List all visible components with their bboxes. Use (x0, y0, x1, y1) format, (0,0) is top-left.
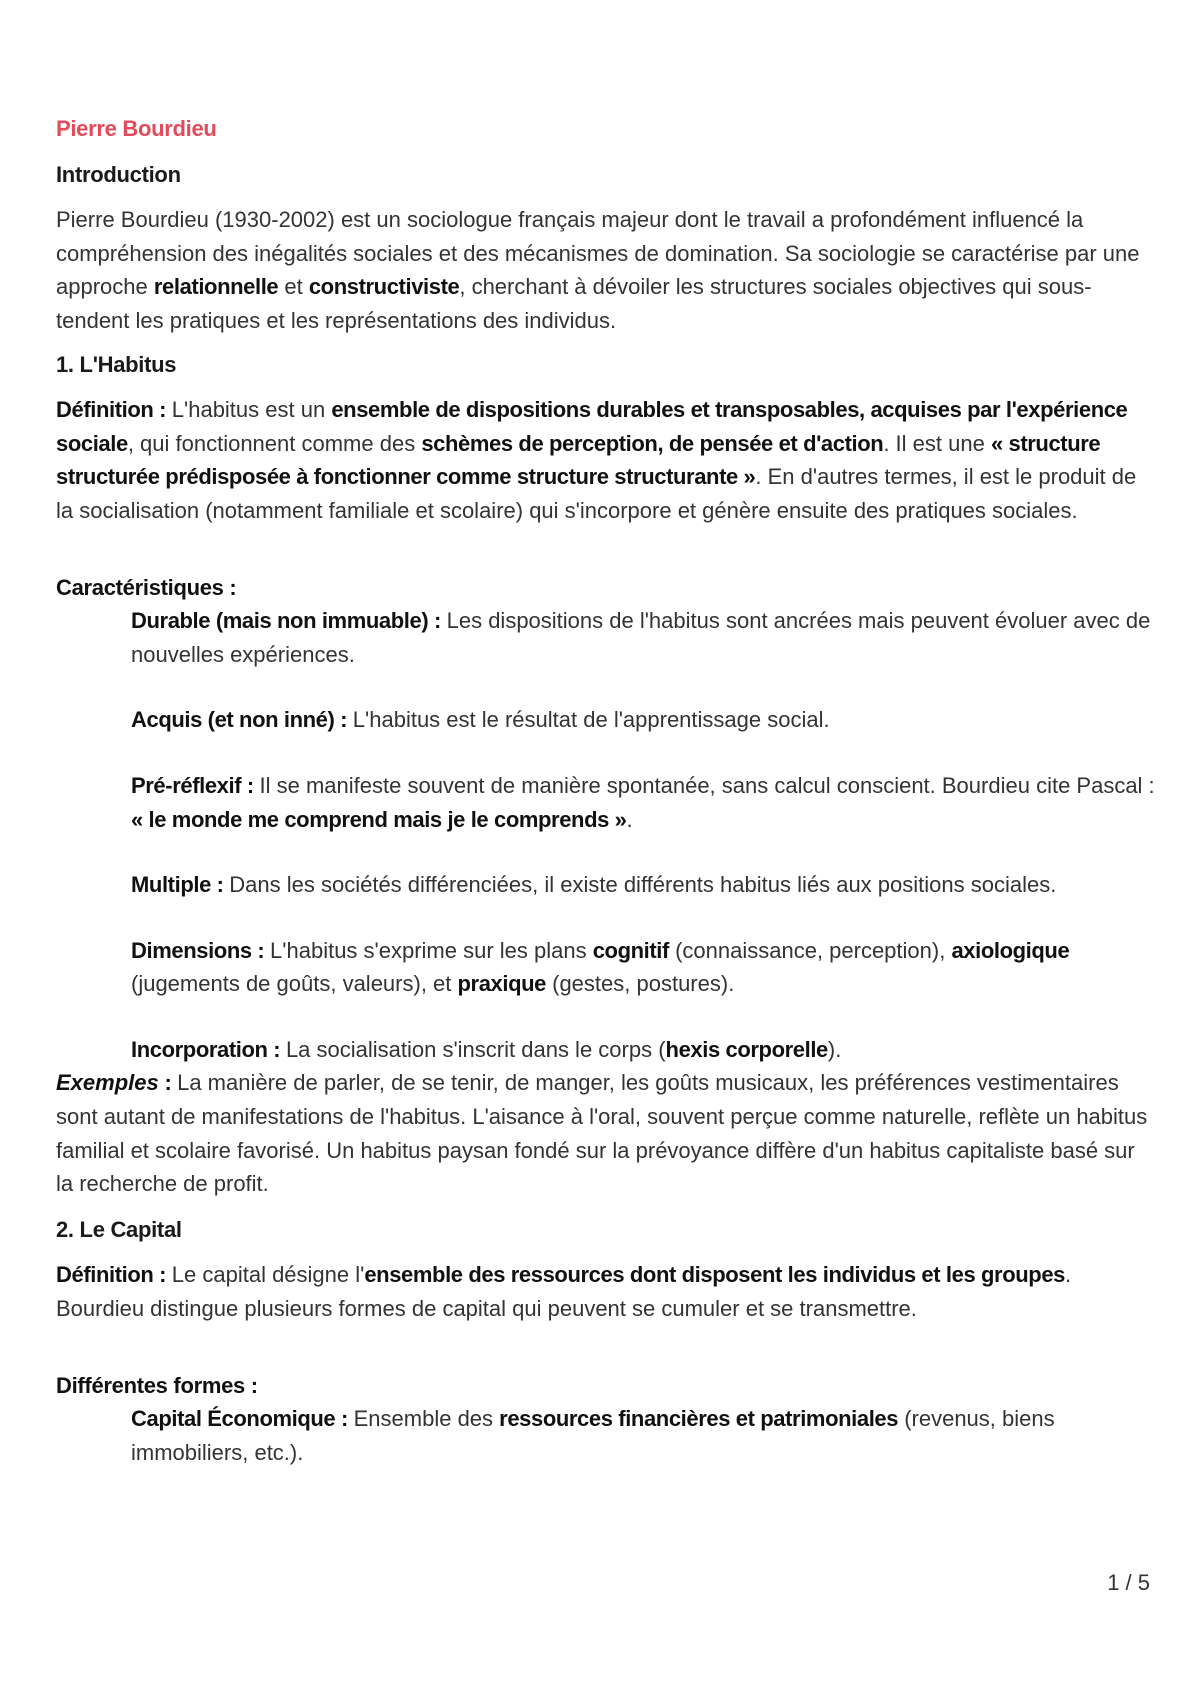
document-page (56, 112, 1156, 1469)
item-prereflexif (131, 769, 1156, 836)
item-label: Dimensions : (131, 937, 271, 963)
exemples-label: Exemples (56, 1070, 159, 1096)
item-capital-economique (131, 1402, 1156, 1469)
spacer (56, 1336, 1156, 1369)
item-acquis (131, 703, 1156, 737)
exemples-text: La manière de parler, de se tenir, de manger, les goûts musicaux, les préférences vestimentaires sont autant de manifestations de l'habitus. L'aisance à l'oral, souvent perçue comme naturelle, reflète un habitus familial et scolaire favorisé. Un habitus paysan fondé sur la prévoyance diffère d'un habitus capitaliste basé sur la recherche de profit. (56, 1070, 1148, 1197)
item-incorporation (131, 1033, 1156, 1067)
intro-text: , cherchant à dévoiler les structures sociales objectives qui sous-tendent les pratiques et les représentations des individus. (56, 274, 1092, 333)
caracteristiques-label: Caractéristiques : (56, 574, 237, 600)
definition-label: Définition : (56, 397, 172, 423)
habitus-definition (56, 393, 1156, 527)
intro-paragraph (56, 203, 1156, 337)
intro-bold-constructiviste: constructiviste (308, 274, 460, 300)
item-label: Capital Économique : (131, 1406, 354, 1432)
item-text: L'habitus est le résultat de l'apprentissage social. (352, 707, 830, 733)
intro-bold-relationnelle: relationnelle (153, 274, 279, 300)
item-bold: cognitif (592, 937, 669, 963)
item-label: Multiple : (131, 872, 230, 898)
item-text: (connaissance, perception), (668, 937, 952, 963)
definition-bold: ensemble de dispositions durables et transposables, acquises par l'expérience sociale (56, 397, 1128, 456)
habitus-heading: 1. L'Habitus (56, 351, 177, 377)
exemples-paragraph (56, 1066, 1156, 1200)
definition-text: , qui fonctionnent comme des (127, 430, 422, 456)
intro-text: Pierre Bourdieu (1930-2002) est un sociologue français majeur dont le travail a profondément influencé la compréhension des inégalités sociales et des mécanismes de domination. Sa sociologie se caractérise par une approche (56, 207, 1140, 300)
item-text: (jugements de goûts, valeurs), et (131, 971, 458, 997)
item-dimensions (131, 934, 1156, 1001)
item-text: (gestes, postures). (546, 971, 735, 997)
intro-heading: Introduction (56, 161, 181, 187)
item-bold: ressources financières et patrimoniales (499, 1406, 899, 1432)
item-quote: « le monde me comprend mais je le comprends » (131, 806, 627, 832)
spacer (56, 671, 1156, 703)
item-label: Incorporation : (131, 1036, 286, 1062)
item-durable (131, 604, 1156, 671)
spacer (56, 1001, 1156, 1033)
item-text: . (626, 806, 633, 832)
definition-text: . Bourdieu distingue plusieurs formes de capital qui peuvent se cumuler et se transmettre. (56, 1262, 1072, 1322)
definition-label: Définition : (56, 1262, 172, 1288)
item-text: Il se manifeste souvent de manière spontanée, sans calcul conscient. Bourdieu cite Pascal : (259, 772, 1155, 798)
definition-text: L'habitus est un (171, 397, 332, 423)
intro-text: et (278, 274, 309, 300)
document-title: Pierre Bourdieu (56, 116, 217, 141)
spacer (56, 1201, 1156, 1213)
spacer (56, 836, 1156, 868)
exemples-colon: : (158, 1070, 178, 1096)
item-bold: praxique (457, 971, 546, 997)
item-text: ). (827, 1036, 842, 1062)
spacer (56, 902, 1156, 934)
item-text: Ensemble des (353, 1406, 500, 1432)
page-number: 1 / 5 (1107, 1570, 1150, 1595)
item-text: Dans les sociétés différenciées, il existe différents habitus liés aux positions sociales. (229, 872, 1057, 898)
formes-label: Différentes formes : (56, 1372, 258, 1398)
item-text: L'habitus s'exprime sur les plans (270, 937, 593, 963)
item-label: Pré-réflexif : (131, 772, 260, 798)
capital-heading: 2. Le Capital (56, 1216, 182, 1242)
item-multiple (131, 868, 1156, 902)
item-label: Durable (mais non immuable) : (131, 608, 447, 634)
definition-text: Le capital désigne l' (171, 1262, 365, 1288)
definition-text: . En d'autres termes, il est le produit de la socialisation (notamment familiale et scolaire) qui s'incorpore et génère ensuite des pratiques sociales. (56, 464, 1137, 523)
definition-text: . Il est une (883, 430, 991, 456)
item-text: (revenus, biens immobiliers, etc.). (131, 1406, 1055, 1465)
spacer (56, 538, 1156, 571)
item-bold: hexis corporelle (665, 1036, 828, 1062)
spacer (56, 737, 1156, 769)
item-text: Les dispositions de l'habitus sont ancrées mais peuvent évoluer avec de nouvelles expériences. (131, 608, 1151, 667)
capital-definition (56, 1258, 1156, 1325)
item-label: Acquis (et non inné) : (131, 707, 353, 733)
definition-quote: « structure structurée prédisposée à fonctionner comme structure structurante » (56, 430, 1101, 490)
definition-bold: schèmes de perception, de pensée et d'action (421, 430, 884, 456)
item-text: La socialisation s'inscrit dans le corps ( (285, 1036, 666, 1062)
definition-bold: ensemble des ressources dont disposent les individus et les groupes (364, 1262, 1065, 1288)
item-bold: axiologique (951, 937, 1070, 963)
